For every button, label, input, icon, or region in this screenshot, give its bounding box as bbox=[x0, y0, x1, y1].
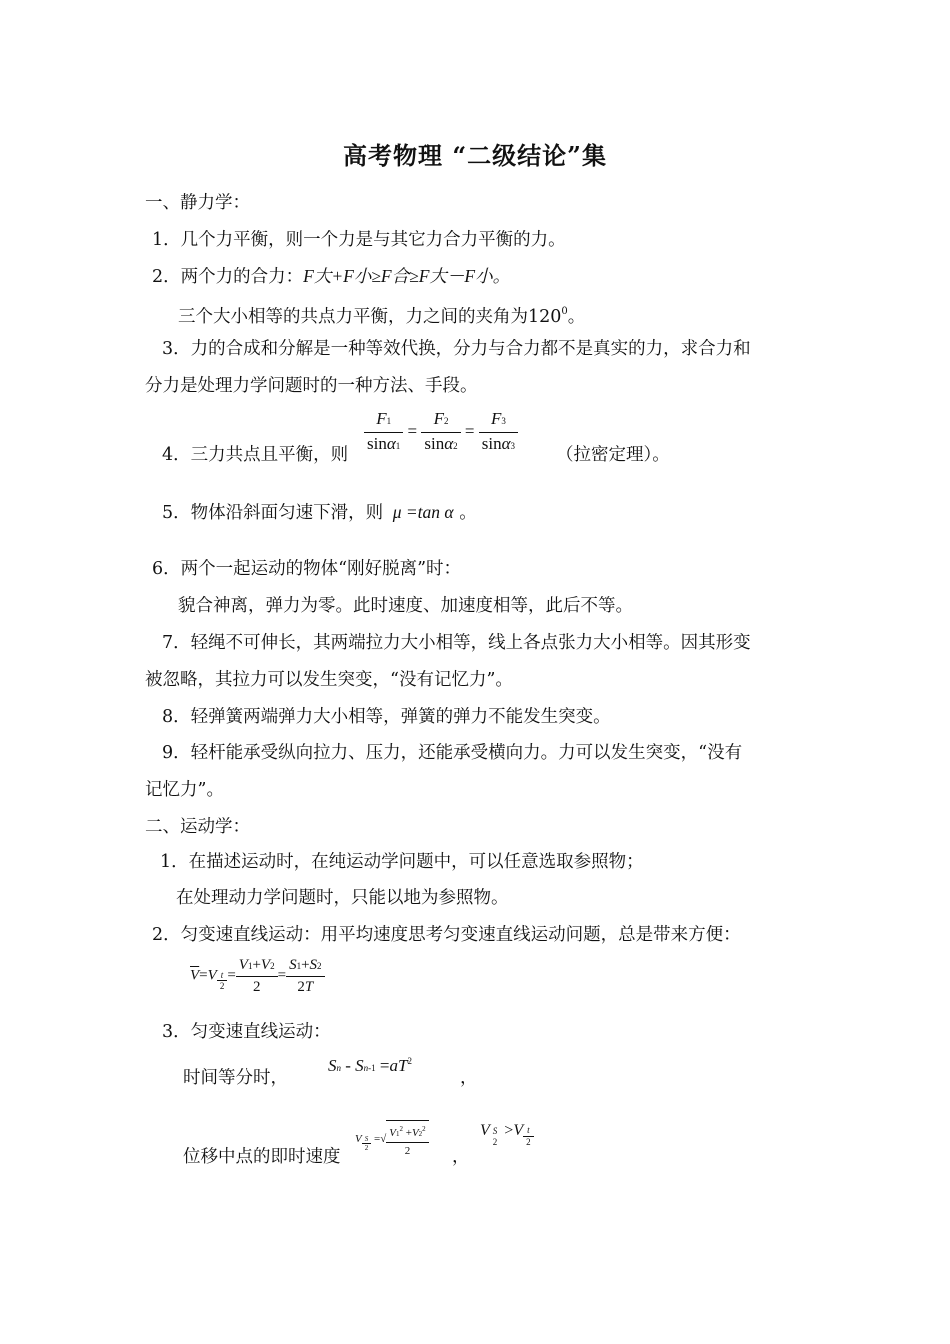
displacement-difference-formula: $Sn - Sn-1 =aT^2$ bbox=[328, 1056, 412, 1075]
statics-item-5 bbox=[162, 500, 477, 525]
resultant-force-inequality: F大+F小≥F合≥F大－F小。 bbox=[303, 266, 511, 286]
statics-item-7-line-1: 7．轻绳不可伸长，其两端拉力大小相等，线上各点张力大小相等。因其形变 bbox=[162, 633, 751, 653]
section-heading-statics: 一、静力学： bbox=[145, 193, 250, 213]
lami-theorem-formula: $\frac{F1}{\sin\alpha 1}$ = $\frac{F2}{\sin\alpha 2}$ = $\frac{F3}{\sin\alpha 3}$ bbox=[364, 408, 518, 457]
statics-item-4-suffix: （拉密定理）。 bbox=[556, 445, 670, 465]
statics-item-4-prefix: 4．三力共点且平衡，则 bbox=[162, 445, 349, 465]
kinematics-item-1-note: 在处理动力学问题时，只能以地为参照物。 bbox=[176, 888, 509, 908]
item-5-suffix: 。 bbox=[459, 503, 477, 523]
kinematics-item-2: 2．匀变速直线运动：用平均速度思考匀变速直线运动问题，总是带来方便： bbox=[152, 925, 741, 945]
statics-item-8: 8．轻弹簧两端弹力大小相等，弹簧的弹力不能发生突变。 bbox=[162, 707, 611, 727]
statics-item-9-line-2: 记忆力”。 bbox=[145, 780, 224, 800]
average-velocity-formula: $\overline{V}=V$ $\frac{t}{2}$ = $\frac{V1+V2}{2}$ = $\frac{S1+S2}{2T}$ bbox=[190, 955, 325, 997]
item-5-prefix: 5．物体沿斜面匀速下滑，则 bbox=[162, 503, 384, 523]
degree-sup: 0 bbox=[561, 306, 568, 317]
equal-time-suffix: ， bbox=[460, 1068, 478, 1088]
statics-item-1: 1．几个力平衡，则一个力是与其它力合力平衡的力。 bbox=[152, 230, 566, 250]
statics-item-9-line-1: 9．轻杆能承受纵向拉力、压力，还能承受横向力。力可以发生突变，“没有 bbox=[162, 743, 743, 763]
statics-item-6-note: 貌合神离，弹力为零。此时速度、加速度相等，此后不等。 bbox=[178, 596, 633, 616]
statics-item-6: 6．两个一起运动的物体“刚好脱离”时： bbox=[152, 559, 462, 579]
midpoint-vs-time-velocity-inequality: V S 2 >V $\frac{t}{2}$ bbox=[480, 1122, 534, 1148]
friction-coefficient-formula: μ =tan α bbox=[392, 502, 454, 522]
section-heading-kinematics: 二、运动学： bbox=[145, 817, 250, 837]
statics-item-2-prefix: 2．两个力的合力： bbox=[152, 267, 304, 287]
statics-item-3-line-2: 分力是处理力学问题时的一种方法、手段。 bbox=[145, 376, 478, 396]
statics-item-7-line-2: 被忽略，其拉力可以发生突变，“没有记忆力”。 bbox=[145, 670, 513, 690]
statics-item-3-line-1: 3．力的合成和分解是一种等效代换，分力与合力都不是真实的力，求合力和 bbox=[162, 339, 751, 359]
note-text: 三个大小相等的共点力平衡，力之间的夹角为120 bbox=[178, 307, 562, 327]
midpoint-velocity-separator: ， bbox=[452, 1147, 470, 1167]
kinematics-item-3: 3．匀变速直线运动： bbox=[162, 1022, 331, 1042]
page-title: 高考物理 “二级结论”集 bbox=[343, 141, 607, 170]
midpoint-velocity-label: 位移中点的即时速度 bbox=[183, 1147, 341, 1167]
midpoint-velocity-formula: V $\frac{S}{2}$ =√ $\frac{V1^2 +V2^2}{2}$ bbox=[355, 1120, 429, 1159]
kinematics-item-1: 1．在描述运动时，在纯运动学问题中，可以任意选取参照物； bbox=[160, 852, 644, 872]
statics-item-2-note bbox=[178, 300, 585, 329]
note-end: 。 bbox=[567, 307, 586, 327]
statics-item-2 bbox=[152, 264, 510, 289]
equal-time-label: 时间等分时， bbox=[183, 1068, 288, 1088]
